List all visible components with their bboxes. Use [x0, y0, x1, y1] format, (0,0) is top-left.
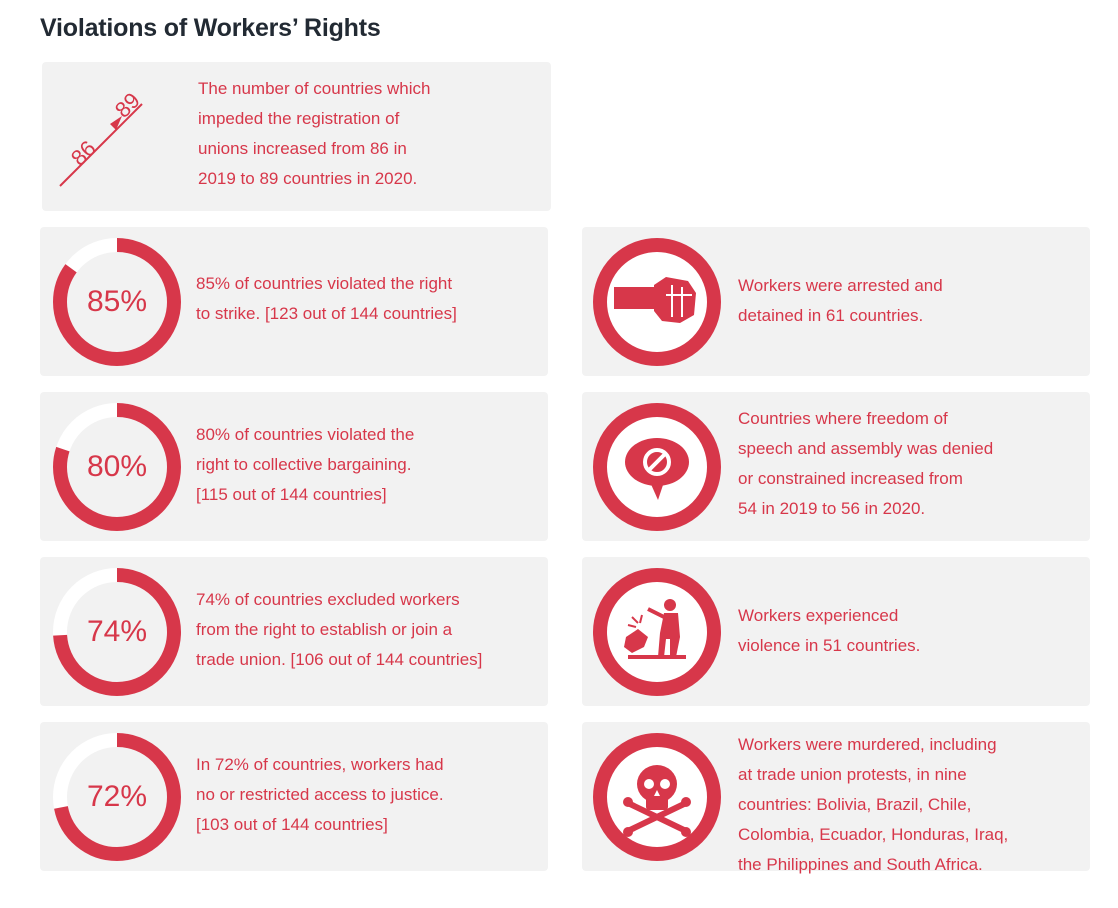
stat-card-collective-bargaining [40, 392, 548, 541]
fist-icon [592, 237, 722, 367]
fact-text: Workers were murdered, including at trade union protests, in nine countries: Bolivia, Brazil, Chile, Colombia, Ecuador, Honduras, Iraq, the Philippines and South Africa. [738, 735, 1009, 874]
fact-card-violence [582, 557, 1090, 706]
donut-percent-label: 72% [86, 780, 148, 813]
stat-card-strike [40, 227, 548, 376]
donut-percent-label: 74% [86, 615, 148, 648]
donut-chart [52, 402, 182, 532]
fact-text: Workers experienced violence in 51 countries. [738, 606, 921, 655]
fact-card-free-speech [582, 392, 1090, 541]
fact-text: Countries where freedom of speech and assembly was denied or constrained increased from 54 in 2019 to 56 in 2020. [738, 409, 994, 518]
to-value: 89 [109, 87, 145, 123]
fact-card-murders [582, 722, 1090, 874]
stat-card-trade-union [40, 557, 548, 706]
stat-text: In 72% of countries, workers had no or restricted access to justice. [103 out of 144 countries] [196, 755, 444, 834]
speech-prohibited-icon [592, 402, 722, 532]
stat-card-justice [40, 722, 548, 871]
increase-arrow-icon [42, 62, 182, 211]
donut-percent-label: 80% [86, 450, 148, 483]
violence-icon [592, 567, 722, 697]
fact-card-arrests [582, 227, 1090, 376]
stat-text: 85% of countries violated the right to strike. [123 out of 144 countries] [196, 274, 457, 323]
stat-text: 74% of countries excluded workers from the right to establish or join a trade union. [106 out of 144 countries] [196, 590, 483, 669]
donut-chart [52, 237, 182, 367]
stat-text: 80% of countries violated the right to collective bargaining. [115 out of 144 countries] [196, 425, 415, 504]
registration-card [42, 62, 551, 211]
donut-percent-label: 85% [86, 285, 148, 318]
page-title: Violations of Workers’ Rights [40, 14, 381, 42]
from-value: 86 [65, 135, 101, 171]
donut-chart [52, 732, 182, 862]
registration-text: The number of countries which impeded the registration of unions increased from 86 in 2019 to 89 countries in 2020. [198, 79, 431, 188]
donut-chart [52, 567, 182, 697]
skull-crossbones-icon [592, 732, 722, 862]
fact-text: Workers were arrested and detained in 61 countries. [738, 276, 943, 325]
